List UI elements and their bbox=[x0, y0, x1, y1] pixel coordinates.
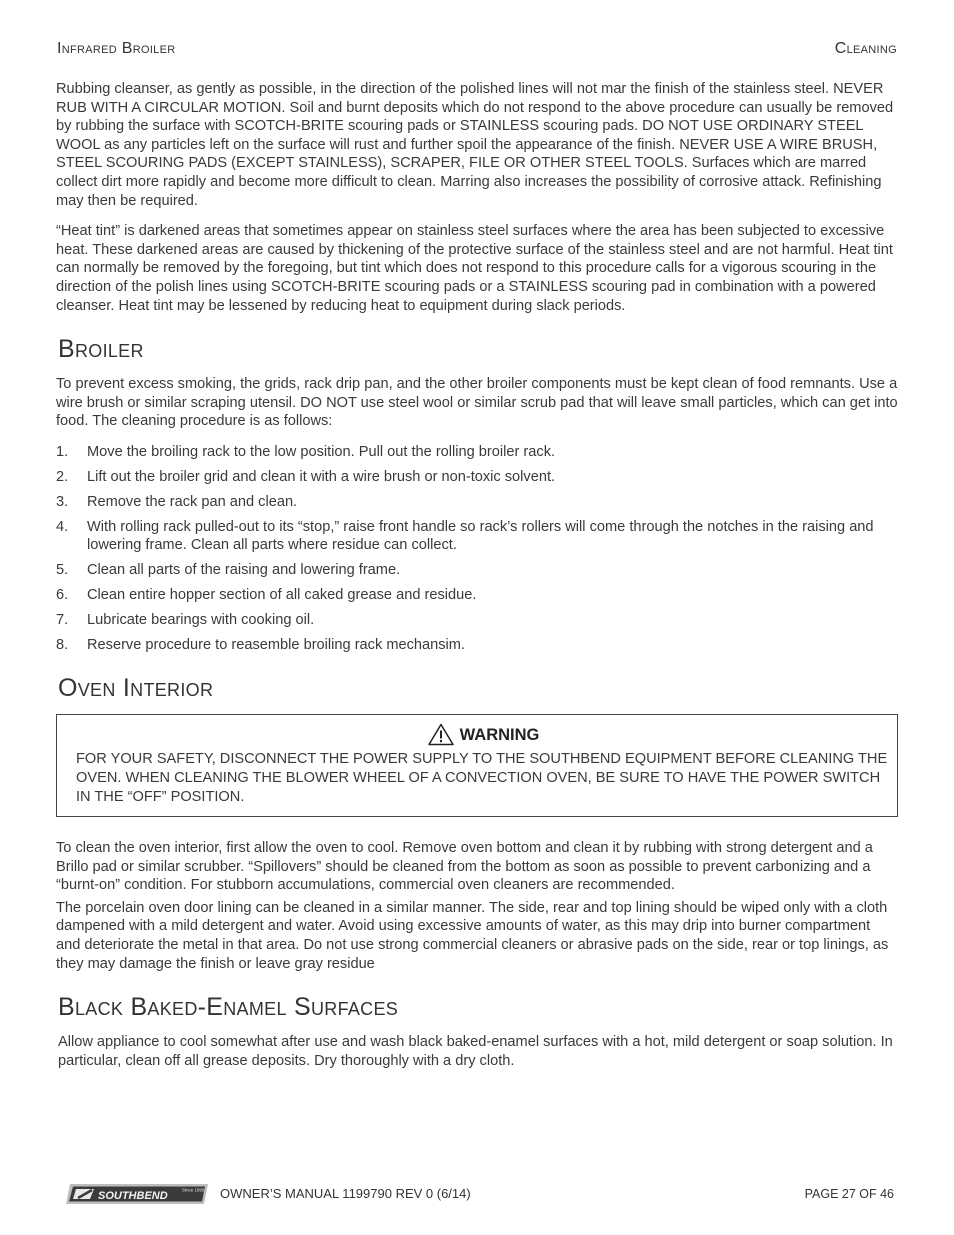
step-number: 7. bbox=[56, 611, 69, 628]
southbend-logo bbox=[64, 1183, 210, 1205]
intro-paragraph-2: “Heat tint” is darkened areas that sometimes appear on stainless steel surfaces where the area has been subjected to excessive heat. These darkened areas are caused by thickening of the protective surface of the stainless steel and are not harmful. Heat tint can normally be removed by the foregoing, but tint which does not respond to this procedure calls for a vigorous scouring in the direction of the polish lines using SCOTCH-BRITE scouring pads or a STAINLESS scouring pad in combination with a powered cleanser. Heat tint may be lessened by reducing heat to equipment during slack periods. bbox=[56, 223, 893, 314]
step-number: 3. bbox=[56, 493, 69, 510]
step-number: 1. bbox=[56, 443, 69, 460]
list-item bbox=[56, 586, 898, 605]
list-item bbox=[56, 561, 898, 580]
enamel-paragraph: Allow appliance to cool somewhat after use and wash black baked-enamel surfaces with a hot, mild detergent or soap solution. In particular, clean off all grease deposits. Dry thoroughly with a dry cloth. bbox=[58, 1034, 893, 1069]
broiler-steps-list bbox=[56, 443, 898, 654]
step-number: 8. bbox=[56, 636, 69, 653]
section-heading-oven-interior: Oven Interior bbox=[58, 674, 214, 703]
list-item bbox=[56, 611, 898, 630]
step-text: Move the broiling rack to the low position. Pull out the rolling broiler rack. bbox=[87, 443, 556, 460]
broiler-intro: To prevent excess smoking, the grids, rack drip pan, and the other broiler components must be kept clean of food remnants. Use a wire brush or similar scraping utensil. DO NOT use steel wool or similar scrub pad that will leave small particles, which can get into food. The cleaning procedure is as follows: bbox=[56, 376, 898, 430]
list-item bbox=[56, 468, 898, 487]
warning-title bbox=[76, 723, 891, 746]
step-text: Clean all parts of the raising and lowering frame. bbox=[87, 562, 401, 579]
intro-paragraph-1: Rubbing cleanser, as gently as possible, in the direction of the polished lines will not mar the finish of the stainless steel. NEVER RUB WITH A CIRCULAR MOTION. Soil and burnt deposits which do not respond to the above procedure can usually be removed by rubbing the surface with SCOTCH-BRITE scouring pads or STAINLESS scouring pads. DO NOT USE ORDINARY STEEL WOOL as any particles left on the surface will rust and further spoil the appearance of the finish. NEVER USE A WIRE BRUSH, STEEL SCOURING PADS (EXCEPT STAINLESS), SCRAPER, FILE OR OTHER STEEL TOOLS. Surfaces which are marred collect dirt more rapidly and become more difficult to clean. Marring also increases the possibility of corrosive attack. Refinishing may then be required. bbox=[56, 81, 894, 209]
section-heading-black-baked-enamel: Black Baked-Enamel Surfaces bbox=[58, 993, 399, 1022]
step-text: Reserve procedure to reasemble broiling rack mechansim. bbox=[87, 636, 465, 653]
oven-paragraph-1: To clean the oven interior, first allow the oven to cool. Remove oven bottom and clean it by rubbing with strong detergent and a Brillo pad or similar scrubber. “Spillovers” should be cleaned from the bottom as soon as possible to prevent carbonizing and a “burnt-on” condition. For stubborn accumulations, commercial oven cleaners are recommended. bbox=[56, 840, 873, 894]
page-content bbox=[56, 80, 898, 1082]
logo-wordmark: SOUTHBEND bbox=[98, 1190, 168, 1202]
step-number: 2. bbox=[56, 468, 69, 485]
oven-paragraph-2: The porcelain oven door lining can be cleaned in a similar manner. The side, rear and top lining should be wiped only with a cloth dampened with a mild detergent and water. Avoid using excessive amounts of water, as this may drip into burner compartment and deteriorate the metal in that area. Do not use strong commercial cleaners or abrasive pads on the side, rear or top linings, as they may damage the finish or leave gray residue bbox=[56, 899, 889, 972]
running-head-left: Infrared Broiler bbox=[57, 40, 176, 57]
step-text: With rolling rack pulled-out to its “stop,” raise front handle so rack’s rollers will come through the notches in the raising and lowering frame. Clean all parts where residue can collect. bbox=[87, 518, 874, 554]
step-text: Remove the rack pan and clean. bbox=[87, 493, 298, 510]
warning-label: WARNING bbox=[459, 725, 540, 744]
footer-manual-id: OWNER’S MANUAL 1199790 REV 0 (6/14) bbox=[220, 1186, 471, 1201]
step-text: Clean entire hopper section of all caked grease and residue. bbox=[87, 586, 477, 603]
list-item bbox=[56, 518, 898, 555]
footer-page-number: PAGE 27 OF 46 bbox=[804, 1187, 894, 1201]
warning-text: FOR YOUR SAFETY, DISCONNECT THE POWER SUPPLY TO THE SOUTHBEND EQUIPMENT BEFORE CLEANING THE OVEN. WHEN CLEANING THE BLOWER WHEEL OF A CONVECTION OVEN, BE SURE TO HAVE THE POWER SWITCH IN THE “OFF” POSITION. bbox=[76, 751, 888, 805]
page-footer bbox=[64, 1180, 894, 1210]
list-item bbox=[56, 493, 898, 512]
step-number: 6. bbox=[56, 586, 69, 603]
list-item bbox=[56, 443, 898, 462]
list-item bbox=[56, 636, 898, 655]
step-number: 4. bbox=[56, 518, 69, 535]
step-text: Lift out the broiler grid and clean it with a wire brush or non-toxic solvent. bbox=[87, 468, 556, 485]
running-head-right: Cleaning bbox=[834, 40, 897, 57]
logo-since: Since 1898 bbox=[182, 1187, 205, 1193]
step-text: Lubricate bearings with cooking oil. bbox=[87, 611, 315, 628]
section-heading-broiler: Broiler bbox=[58, 335, 144, 364]
step-number: 5. bbox=[56, 562, 69, 579]
warning-box bbox=[56, 714, 898, 817]
warning-triangle-icon bbox=[428, 723, 454, 746]
